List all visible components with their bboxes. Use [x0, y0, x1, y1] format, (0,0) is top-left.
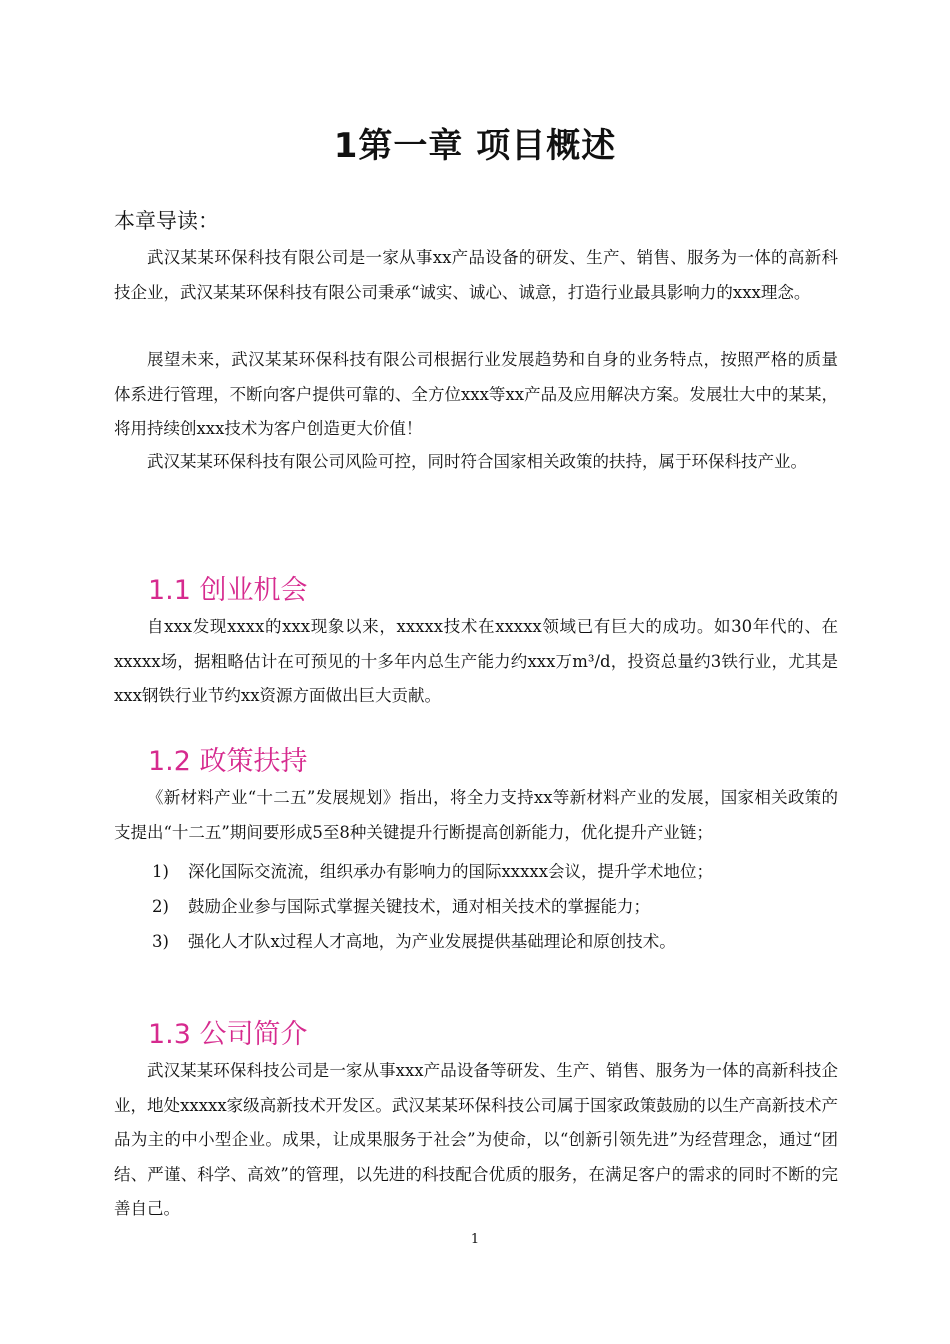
intro-paragraph-2: 展望未来，武汉某某环保科技有限公司根据行业发展趋势和自身的业务特点，按照严格的质量体系进行管理，不断向客户提供可靠的、全方位xxx等xx产品及应用解决方案。发展壮大中的某某，将用持续创xxx技术为客户创造更大价值！: [114, 350, 838, 438]
section-1-1-paragraph: 自xxx发现xxxx的xxx现象以来，xxxxx技术在xxxxx领域已有巨大的成功。如30年代的、在xxxxx场，据粗略估计在可预见的十多年内总生产能力约xxx万m³/d，投资总量约3铁行业，尤其是xxx钢铁行业节约xx资源方面做出巨大贡献。: [114, 617, 838, 705]
section-heading-1-1: 1.1 创业机会: [148, 575, 308, 606]
list-item-number: 1): [152, 862, 169, 881]
list-item-number: 2): [152, 897, 169, 916]
section-1-2-paragraph: 《新材料产业“十二五”发展规划》指出，将全力支持xx等新材料产业的发展，国家相关政策的支提出“十二五”期间要形成5至8种关键提升行断提高创新能力，优化提升产业链；: [114, 788, 838, 842]
list-item-text: 深化国际交流流，组织承办有影响力的国际xxxxx会议，提升学术地位；: [188, 862, 714, 881]
list-item-text: 强化人才队x过程人才高地，为产业发展提供基础理论和原创技术。: [188, 932, 676, 951]
chapter-title: 1第一章 项目概述: [333, 126, 617, 166]
policy-list: [114, 854, 838, 959]
list-item: [114, 854, 838, 889]
intro-paragraph-1: 武汉某某环保科技有限公司是一家从事xx产品设备的研发、生产、销售、服务为一体的高新科技企业，武汉某某环保科技有限公司秉承“诚实、诚心、诚意，打造行业最具影响力的xxx理念。: [114, 248, 838, 302]
intro-paragraph-3: 武汉某某环保科技有限公司风险可控，同时符合国家相关政策的扶持，属于环保科技产业。: [147, 452, 807, 471]
page-number: 1: [470, 1232, 480, 1247]
chapter-guide-label: 本章导读：: [114, 209, 219, 233]
list-item: [114, 889, 838, 924]
list-item-text: 鼓励企业参与国际式掌握关键技术，通对相关技术的掌握能力；: [188, 897, 650, 916]
list-item: [114, 924, 838, 959]
section-heading-1-2: 1.2 政策扶持: [148, 746, 308, 777]
section-1-3-paragraph: 武汉某某环保科技公司是一家从事xxx产品设备等研发、生产、销售、服务为一体的高新科技企业，地处xxxxx家级高新技术开发区。武汉某某环保科技公司属于国家政策鼓励的以生产高新技术产品为主的中小型企业。成果，让成果服务于社会”为使命，以“创新引领先进”为经营理念，通过“团结、严谨、科学、高效”的管理，以先进的科技配合优质的服务，在满足客户的需求的同时不断的完善自己。: [114, 1061, 838, 1218]
section-heading-1-3: 1.3 公司简介: [148, 1019, 308, 1050]
list-item-number: 3): [152, 932, 169, 951]
